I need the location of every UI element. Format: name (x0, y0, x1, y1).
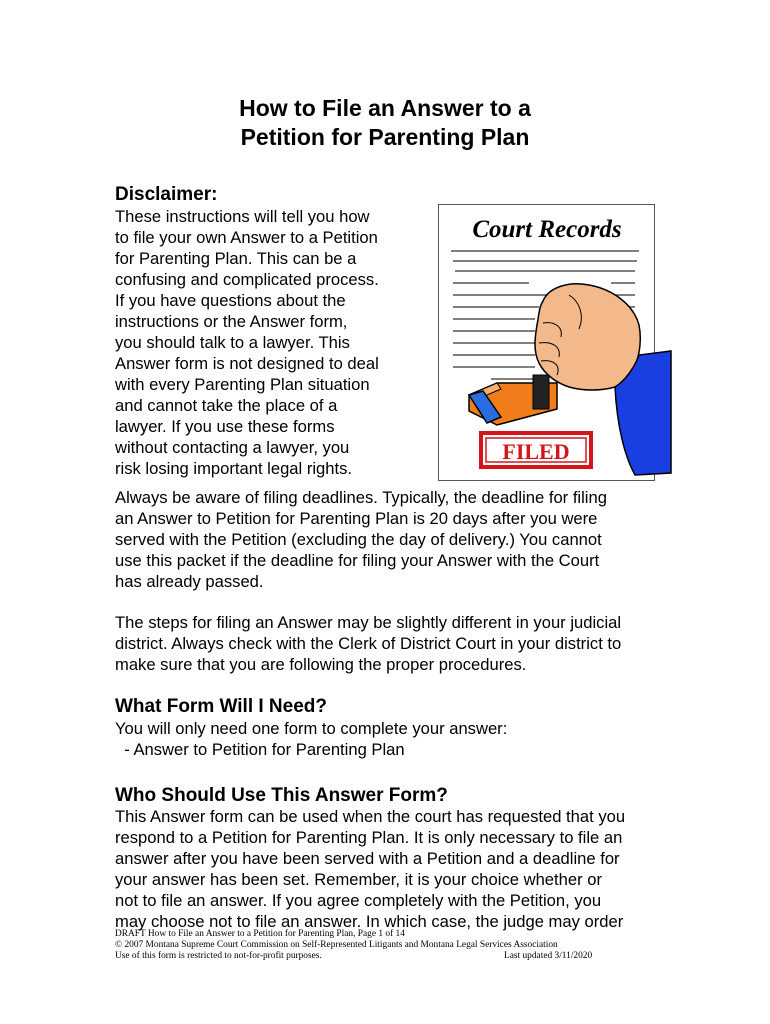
page-footer (115, 929, 625, 962)
disclaimer-line: and cannot take the place of a (115, 396, 338, 415)
deadline-line: served with the Petition (excluding the day of delivery.) You cannot (115, 530, 602, 549)
footer-last-updated: Last updated 3/11/2020 (504, 951, 593, 961)
court-records-clipart (438, 204, 655, 481)
who-should-use-line: your answer has been set. Remember, it is your choice whether or (115, 870, 602, 889)
who-should-use-heading: Who Should Use This Answer Form? (115, 785, 448, 806)
deadline-line: has already passed. (115, 572, 264, 591)
who-should-use-line: answer after you have been served with a Petition and a deadline for (115, 849, 620, 868)
disclaimer-text (115, 206, 379, 479)
disclaimer-line: Answer form is not designed to deal (115, 354, 379, 373)
disclaimer-line: without contacting a lawyer, you (115, 438, 350, 457)
footer-usage-row (115, 951, 625, 962)
disclaimer-line: confusing and complicated process. (115, 270, 379, 289)
disclaimer-line: with every Parenting Plan situation (115, 375, 370, 394)
disclaimer-line: risk losing important legal rights. (115, 459, 353, 478)
who-should-use-line: may choose not to file an answer. In which case, the judge may order (115, 912, 624, 931)
deadline-line: use this packet if the deadline for filing your Answer with the Court (115, 551, 600, 570)
steps-line: The steps for filing an Answer may be slightly different in your judicial (115, 613, 622, 632)
deadline-paragraph (115, 487, 607, 592)
disclaimer-heading: Disclaimer: (115, 184, 218, 205)
filed-stamp-text: FILED (502, 439, 570, 464)
filed-stamp-illustration (439, 205, 671, 481)
disclaimer-line: for Parenting Plan. This can be a (115, 249, 357, 268)
page-title (0, 94, 770, 152)
form-needed-heading: What Form Will I Need? (115, 696, 327, 717)
who-should-use-text (115, 806, 625, 932)
deadline-line: an Answer to Petition for Parenting Plan is 20 days after you were (115, 509, 598, 528)
who-should-use-line: This Answer form can be used when the court has requested that you (115, 807, 626, 826)
deadline-line: Always be aware of filing deadlines. Typically, the deadline for filing (115, 488, 607, 507)
who-should-use-line: respond to a Petition for Parenting Plan. It is only necessary to file an (115, 828, 623, 847)
disclaimer-line: you should talk to a lawyer. This (115, 333, 350, 352)
disclaimer-line: to file your own Answer to a Petition (115, 228, 378, 247)
disclaimer-line: lawyer. If you use these forms (115, 417, 335, 436)
footer-copyright-line: © 2007 Montana Supreme Court Commission on Self-Represented Litigants and Montana Legal Services Association (115, 940, 558, 950)
footer-usage-note: Use of this form is restricted to not-for-profit purposes. (115, 951, 322, 961)
disclaimer-line: instructions or the Answer form, (115, 312, 348, 331)
hand (535, 284, 640, 390)
steps-line: make sure that you are following the proper procedures. (115, 655, 527, 674)
steps-paragraph (115, 612, 621, 675)
form-needed-line: - Answer to Petition for Parenting Plan (115, 740, 405, 759)
who-should-use-line: not to file an answer. If you agree completely with the Petition, you (115, 891, 602, 910)
footer-draft-line: DRAFT How to File an Answer to a Petition for Parenting Plan, Page 1 of 14 (115, 929, 405, 939)
disclaimer-line: These instructions will tell you how (115, 207, 370, 226)
title-line-2: Petition for Parenting Plan (240, 124, 530, 150)
form-needed-text (115, 718, 507, 760)
steps-line: district. Always check with the Clerk of District Court in your district to (115, 634, 622, 653)
court-records-header: Court Records (472, 216, 622, 243)
title-line-1: How to File an Answer to a (239, 95, 531, 121)
form-needed-line: You will only need one form to complete your answer: (115, 719, 508, 738)
disclaimer-line: If you have questions about the (115, 291, 346, 310)
